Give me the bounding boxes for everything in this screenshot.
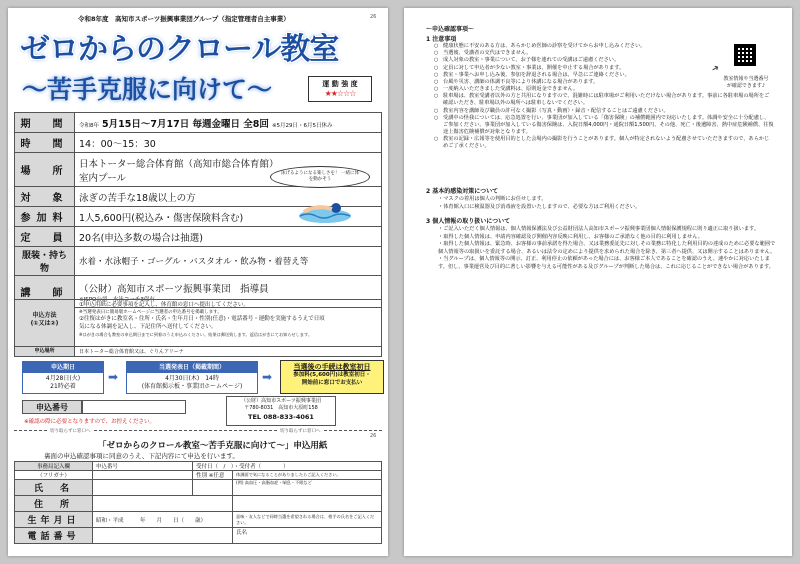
place-line1: 日本トーター総合体育館（高知市総合体育館） <box>79 158 279 170</box>
apply-header-line2: (①又は②) <box>30 320 59 328</box>
instructor-header: 講 師 <box>15 276 75 308</box>
notice-item: ○ 受講中の怪我については、応急処置を行い、事業団が加入している「傷害保険」の補償範囲内で対応いたします。体調や安全に十分配慮し、ご参加ください。事業団が加入している傷害保険は、入院日額4,000円・通院日額1,500円、その他、死亡・後遺障害、熱中症危険補償、往復途上傷害危険補償が対象となります。 <box>434 115 774 137</box>
exercise-intensity-badge <box>308 76 372 102</box>
cut-label-left: 切り取らずに窓口へ <box>50 429 91 434</box>
row-period <box>15 113 382 133</box>
health-note-label: 体調面で気になることがありましたらご記入ください。 <box>233 471 382 480</box>
notice-item: ○ 駐車場は、教室受講者以外の方と共用になりますので、混雑時には駐車場がご利用いただけない場合があります。事前に各駐車場の場所をご確認いただき、駐車場以外の場所へは駐車しないでください。 <box>434 93 774 107</box>
announcement-body <box>126 372 258 394</box>
row-wear <box>15 247 382 276</box>
form-dob-row <box>15 512 382 528</box>
speech-bubble: 泳げるようになる楽しさを！ 一緒に体を動かそう <box>270 166 370 188</box>
period-value <box>75 113 382 133</box>
phone-input[interactable] <box>93 528 233 544</box>
mailing-address <box>226 396 336 426</box>
fee-value: 1人5,600円(税込み・傷害保険料含む) <box>75 207 382 227</box>
period-era: 令和8年 <box>79 122 99 129</box>
instructor-note: ※JSPO公認 水泳コーチ3保有 <box>79 296 155 303</box>
swimmer-icon <box>298 194 352 224</box>
capacity-header: 定 員 <box>15 227 75 247</box>
place-line2: 室内プール <box>79 172 127 184</box>
form-address-row <box>15 496 382 512</box>
name-label: 氏 名 <box>15 480 93 496</box>
deadline-date: 4月28日(火) <box>45 375 81 382</box>
wear-value: 水着・水泳帽子・ゴーグル・バスタオル・飲み物・着替え等 <box>75 247 382 276</box>
section-3-para3: ・取得した個人情報は、緊急時、お客様の事前承諾を得た場合、又は業務委託先に対しその業務に特化した利用目的の達成のために必要な範囲で個人情報等の取扱いを委託する場合、あるいは法令の定めにより提供を求められた場合を除き、第三者へ提供、又は開示することはありません。 <box>438 241 776 255</box>
period-dates: 5月15日〜7月17日 毎週金曜日 全8回 <box>102 118 269 130</box>
cut-label-right: 切り取らずに窓口へ <box>280 429 321 434</box>
application-place-header: 申込場所 <box>15 347 75 356</box>
furigana-label: （フリガナ） <box>15 471 93 480</box>
office-use-label: 事務局記入欄 <box>15 462 93 471</box>
furigana-input[interactable] <box>93 471 193 480</box>
flow-announcement <box>126 361 258 394</box>
form-title: 「ゼロからのクロール教室〜苦手克服に向けて〜」申込用紙 <box>98 441 328 451</box>
address-zip: 〒780-8031 高知市大原町158 <box>244 405 318 412</box>
dob-label: 生年月日 <box>15 512 93 528</box>
page-number-bottom: 26 <box>370 433 377 439</box>
application-number-label: 申込番号 <box>22 400 82 414</box>
application-method <box>14 299 382 347</box>
course-subtitle: 〜苦手克服に向けて〜 <box>22 75 273 104</box>
keep-note: ※確認の際に必要となりますので、お控えください。 <box>24 419 156 425</box>
health-example: (例) 高血圧・高脂血症・喘息・不眠など <box>233 480 382 496</box>
gender-input[interactable] <box>193 480 233 496</box>
qr-code-icon[interactable] <box>734 44 756 66</box>
deadline-time: 21時必着 <box>50 383 76 391</box>
apply-line3: ②往復はがきに教室名・住所・氏名・生年月日・性別(任意)・電話番号・運動を実施するうえで日頃 <box>79 316 325 323</box>
place-header: 場 所 <box>15 153 75 187</box>
deadline-body <box>22 372 104 394</box>
flyer-page-right <box>404 8 792 556</box>
form-furigana-row <box>15 471 382 480</box>
name-input[interactable] <box>93 480 193 496</box>
pointer-arrow-icon: ➜ <box>710 62 722 76</box>
application-place-value: 日本トーター総合体育館又は、ぐりんアリーナ <box>79 349 184 355</box>
application-place-row <box>14 347 382 357</box>
section-1-heading: 1 注意事項 <box>426 36 457 43</box>
notice-item: ○ 一度納入いただきました受講料は、原則返金できません。 <box>434 86 704 93</box>
application-method-text <box>79 302 379 339</box>
time-value: 14：00〜15：30 <box>75 133 382 153</box>
fee-header: 参加料 <box>15 207 75 227</box>
notice-item: ○ 教室・事業へお申し込み後、参加を辞退される場合は、早急にご連絡ください。 <box>434 72 704 79</box>
form-phone-row <box>15 528 382 544</box>
notice-item: ○ 健康状態に不安のある方は、あらかじめ医師の診察を受けてからお申し込みください。 <box>434 43 704 50</box>
section-2-body <box>438 196 768 211</box>
flow-arrow-1-icon: ➡ <box>108 370 119 384</box>
apply-line4: 気になる体調を記入し、下記住所へ送付してください。 <box>79 324 217 331</box>
time-header: 時 間 <box>15 133 75 153</box>
qr-caption-line1: 教室情報や当選番号 <box>723 76 769 82</box>
dob-input[interactable]: 昭和・平成 年 月 日（ 歳） <box>93 512 233 528</box>
address-tel: TEL 088-833-4061 <box>248 412 314 421</box>
section-3-heading: 3 個人情報の取り扱いについて <box>426 218 511 225</box>
phone-label: 電話番号 <box>15 528 93 544</box>
qr-caption-line2: が確認できます♪ <box>726 82 766 89</box>
section-3-body <box>438 226 778 271</box>
capacity-value: 20名(申込多数の場合は抽選) <box>75 227 382 247</box>
after-selection-line1: 参加料(5,600円)は教室初日・ <box>293 372 371 379</box>
form-subtitle: 裏面の申込確認事項に同意のうえ、下記内容にて申込を行います。 <box>44 452 239 460</box>
application-number-field[interactable] <box>82 400 186 414</box>
row-time <box>15 133 382 153</box>
announcement-header: 当選発表日（掲載期間） <box>126 361 258 372</box>
organizer-line: 令和8年度 高知市スポーツ振興事業団グループ（指定管理者自主事業） <box>78 15 290 23</box>
row-capacity <box>15 227 382 247</box>
section-3-para2: ・取得した個人情報は、申請内容確認及び開催内容反映に利用し、お客様のご承諾なく他の目的に利用しません。 <box>438 233 703 240</box>
form-office-row <box>15 462 382 471</box>
flow-after-selection <box>280 360 384 394</box>
apply-header-line1: 申込方法 <box>32 312 57 319</box>
application-method-header <box>15 300 75 346</box>
flow-deadline <box>22 361 104 394</box>
target-value: 泳ぎの苦手な18歳以上の方 <box>75 187 382 207</box>
wear-header: 服装・持ち物 <box>15 247 75 276</box>
announcement-place: (体育館掲示板・事業団ホームページ) <box>141 383 243 391</box>
group-note: 意味・友人などで同時当選を希望される場合は、相手の氏名をご記入ください。 <box>233 512 382 528</box>
health-input[interactable] <box>233 496 382 512</box>
flyer-page-left <box>8 8 388 556</box>
address-label: 住 所 <box>15 496 93 512</box>
section-2-line1: ・マスクの着用は個人の判断にお任せします。 <box>438 196 547 202</box>
apply-line5: ※はがきの場合も教室の申込期日までに到着のうえ申込みください。結果は郵送致します。返信はがきにてお知らせします。 <box>79 332 313 338</box>
deadline-header: 申込期日 <box>22 361 104 372</box>
section-2-heading: 2 基本的感染対策について <box>426 188 499 195</box>
confirmation-title: 〜申込確認事項〜 <box>426 26 475 33</box>
course-title: ゼロからのクロール教室 <box>20 32 339 67</box>
flow-arrow-2-icon: ➡ <box>262 370 273 384</box>
application-form <box>14 461 382 544</box>
section-3-para1: ・ご記入いただく個人情報は、個人情報保護法及び公益財団法人高知市スポーツ振興事業団個人情報保護規程に則り適正に取り扱います。 <box>438 226 760 232</box>
notice-item: ○ 教室の記録・広報等を使用目的とした会場内の撮影を行うことがあります。個人が特定されないよう配慮させていただきますので、あらかじめご了承ください。 <box>434 136 774 150</box>
section-2-line2: ・体育館入口に検温器及び消毒液を設置いたしますので、必要な方はご利用ください。 <box>438 203 641 210</box>
target-header: 対 象 <box>15 187 75 207</box>
qr-caption <box>706 76 786 90</box>
apply-line2: ※当選発表日に簡易版ホームページに当選者の申込番号を掲載します。 <box>79 309 222 315</box>
office-appno-label: 申込番号 <box>93 462 193 471</box>
notice-item: ○ 台風や災害、講師の体調不良等により休講になる場合があります。 <box>434 79 704 86</box>
notice-item: ○ 成人対象の教室・事業について、お子様を連れての受講はご遠慮ください。 <box>434 57 704 64</box>
period-note: ※5月29日・6月5日休み <box>271 122 333 129</box>
notice-item: ○ 当選後、受講者の交代はできません。 <box>434 50 704 57</box>
notice-item: ○ 定員に対して申込者が少ない教室・事業は、開催を中止する場合があります。 <box>434 65 704 72</box>
intensity-label: 運 動 強 度 <box>322 80 358 88</box>
form-name-row <box>15 480 382 496</box>
group-name-label[interactable]: 氏名 <box>233 528 382 544</box>
intensity-stars: ★★☆☆☆ <box>324 89 356 98</box>
announcement-date: 4月30日(木) 14時 <box>165 375 219 382</box>
gender-label: 性別 ※任意 <box>193 471 233 480</box>
instructor-name: （公財）高知市スポーツ振興事業団 指導員 <box>79 283 269 295</box>
apply-line1: ①申込用紙に必要事項を記入し、体育館の窓口へ提出してください。 <box>79 302 249 308</box>
page-number-top: 26 <box>370 14 377 20</box>
section-3-para4: ・当グループは、個人情報等の開示、訂正、利用停止の依頼があった場合には、お客様ご本人であることを確認のうえ、速やかに対応いたします。但し、事業運営及び目的に著しい影響を与える可能性がある及びグループが判断した場合は、これに応じることができない場合があります。 <box>438 256 774 270</box>
after-selection-header: 当選後の手続は教室初日 <box>293 363 371 371</box>
notice-item: ○ 教室内容を講師及び職員の許可なく撮影（写真・動画）・録音・配信することはご遠慮ください。 <box>434 108 774 115</box>
address-input[interactable] <box>93 496 233 512</box>
period-header: 期 間 <box>15 113 75 133</box>
office-reception-label: 受付日（ / ）・受付者（ ） <box>193 462 382 471</box>
after-selection-line2: 開始前に窓口でお支払い <box>301 379 363 386</box>
address-org: （公財）高知市スポーツ振興事業団 <box>241 398 321 404</box>
